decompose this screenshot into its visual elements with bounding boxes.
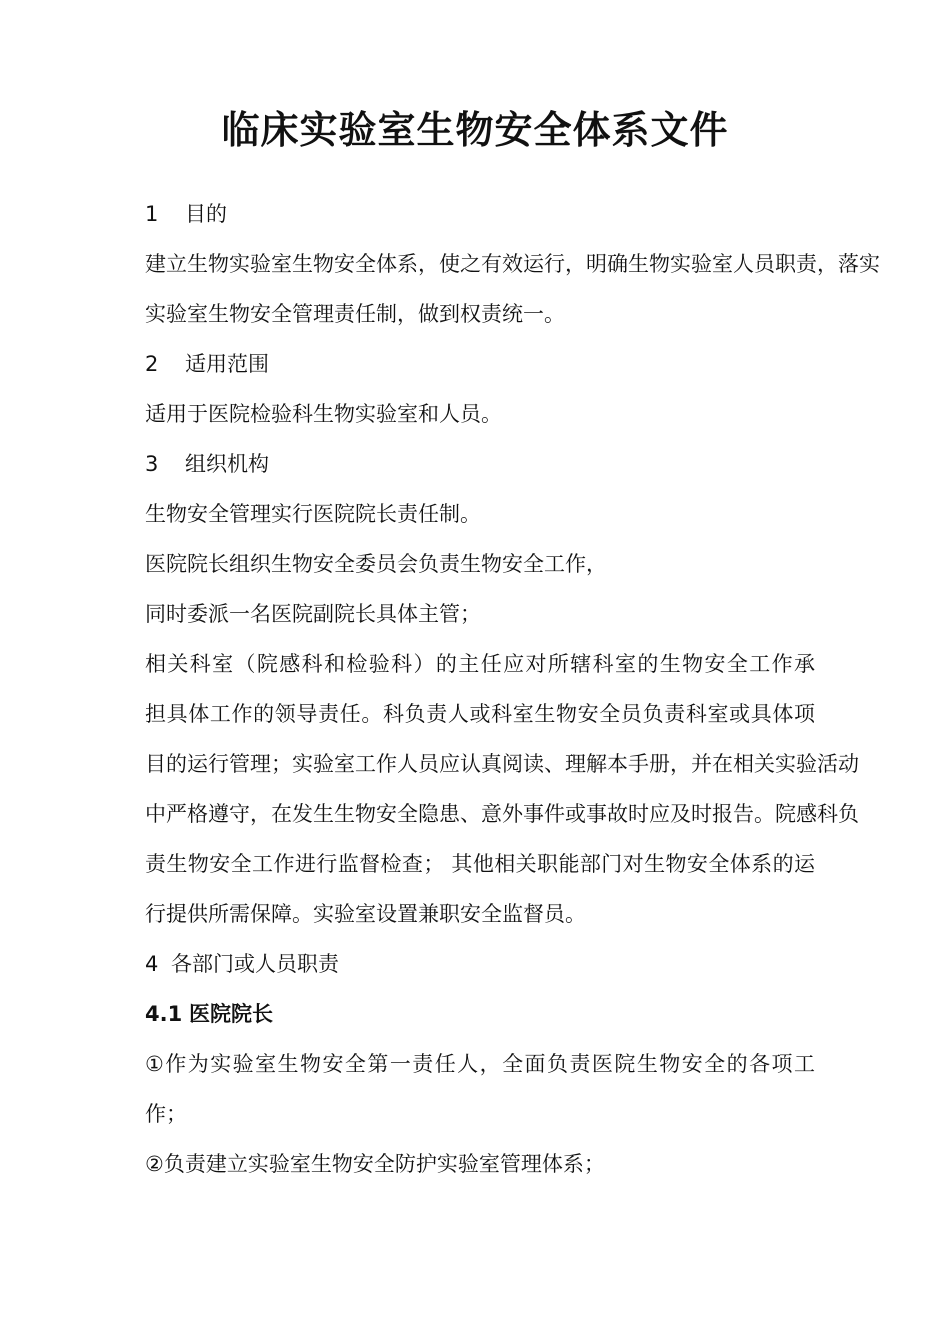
paragraph-line: 建立生物实验室生物安全体系，使之有效运行，明确生物实验室人员职责，落实 [145,252,880,276]
subsection-number: 4.1 [145,1002,183,1026]
document-body [145,189,880,1189]
section-number: 1 [145,202,159,226]
paragraph-line: 同时委派一名医院副院长具体主管； [145,602,481,626]
paragraph-line: 责生物安全工作进行监督检查； 其他相关职能部门对生物安全体系的运 [145,852,815,876]
section-heading-responsibilities [145,939,815,989]
paragraph-line: 相关科室（院感科和检验科）的主任应对所辖科室的生物安全工作承 [145,652,815,676]
paragraph-line: 医院院长组织生物安全委员会负责生物安全工作， [145,552,607,576]
paragraph-line: 中严格遵守，在发生生物安全隐患、意外事件或事故时应及时报告。院感科负 [145,802,859,826]
paragraph-line: 行提供所需保障。实验室设置兼职安全监督员。 [145,902,586,926]
section-heading-purpose [145,189,815,239]
subsection-title: 医院院长 [189,1002,273,1026]
section-number: 3 [145,452,159,476]
paragraph-line: 目的运行管理；实验室工作人员应认真阅读、理解本手册，并在相关实验活动 [145,752,859,776]
list-item-line: 作； [145,1102,187,1126]
section-number: 4 [145,952,159,976]
subsection-heading-president [145,989,815,1039]
list-item-line: ②负责建立实验室生物安全防护实验室管理体系； [145,1152,605,1176]
section-number: 2 [145,352,159,376]
paragraph-line: 实验室生物安全管理责任制，做到权责统一。 [145,302,565,326]
section-title: 组织机构 [185,452,269,476]
section-title: 目的 [185,202,227,226]
section-title: 各部门或人员职责 [171,952,339,976]
paragraph-line: 担具体工作的领导责任。科负责人或科室生物安全员负责科室或具体项 [145,702,815,726]
paragraph-line: 生物安全管理实行医院院长责任制。 [145,502,481,526]
list-item-line: ①作为实验室生物安全第一责任人，全面负责医院生物安全的各项工 [145,1052,815,1076]
paragraph-line: 适用于医院检验科生物实验室和人员。 [145,402,502,426]
section-title: 适用范围 [185,352,269,376]
section-heading-scope [145,339,815,389]
section-heading-organization [145,439,815,489]
document-title: 临床实验室生物安全体系文件 [221,108,729,152]
